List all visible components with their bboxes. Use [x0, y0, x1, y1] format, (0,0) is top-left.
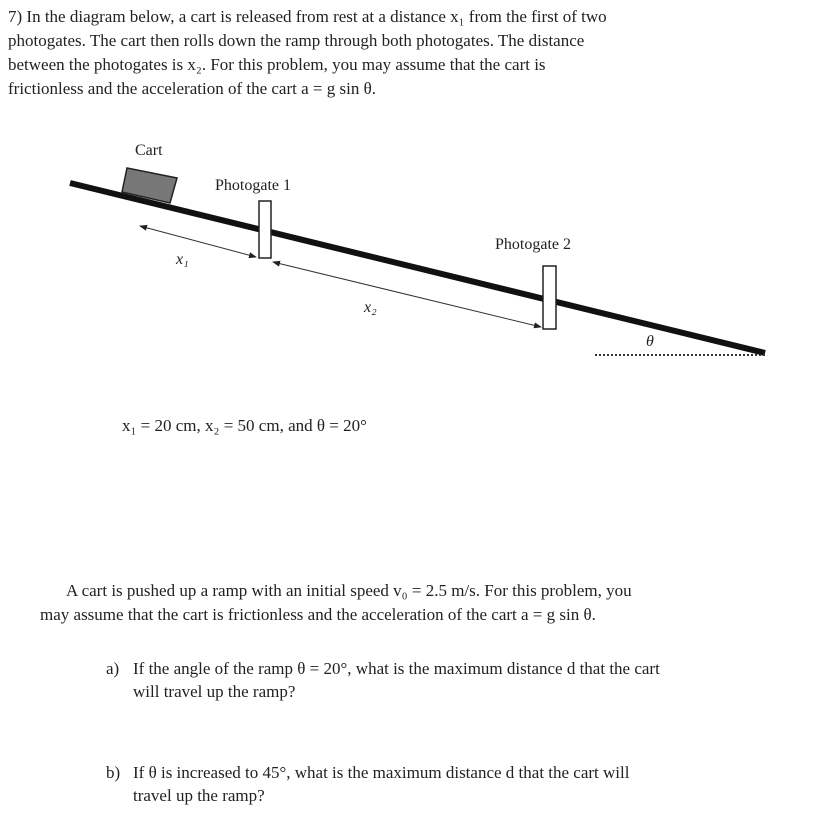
part-a-label: a) — [106, 659, 120, 678]
x1-arrow — [140, 226, 256, 257]
push-problem-line-1: A cart is pushed up a ramp with an initial speed v₀ = 2.5 m/s. For this problem, you — [66, 581, 632, 600]
photogate-1-label: Photogate 1 — [215, 177, 291, 194]
cart-label: Cart — [135, 142, 163, 159]
x1-label: x₁ — [176, 251, 189, 268]
photogate-1 — [259, 201, 271, 258]
problem-7-line-2: photogates. The cart then rolls down the ramp through both photogates. The distance — [8, 31, 585, 50]
problem-7-line-4: frictionless and the acceleration of the cart a = g sin θ. — [8, 79, 376, 98]
problem-7-line-1: 7) In the diagram below, a cart is released from rest at a distance x₁ from the first of two — [8, 7, 607, 26]
part-b-line-2: travel up the ramp? — [133, 786, 265, 805]
x2-arrow — [273, 262, 541, 327]
part-a-line-2: will travel up the ramp? — [133, 682, 296, 701]
x2-label: x₂ — [364, 299, 377, 316]
problem-7-line-3: between the photogates is x₂. For this problem, you may assume that the cart is — [8, 55, 546, 74]
push-problem-line-2: may assume that the cart is frictionless and the acceleration of the cart a = g sin θ. — [40, 605, 596, 624]
photogate-2-label: Photogate 2 — [495, 236, 571, 253]
ramp — [70, 183, 765, 353]
part-b-label: b) — [106, 763, 121, 782]
theta-label: θ — [646, 333, 654, 350]
part-a-line-1: If the angle of the ramp θ = 20°, what is the maximum distance d that the cart — [133, 659, 660, 678]
part-b-line-1: If θ is increased to 45°, what is the maximum distance d that the cart will — [133, 763, 630, 782]
given-values: x₁ = 20 cm, x₂ = 50 cm, and θ = 20° — [122, 416, 367, 435]
photogate-2 — [543, 266, 556, 329]
